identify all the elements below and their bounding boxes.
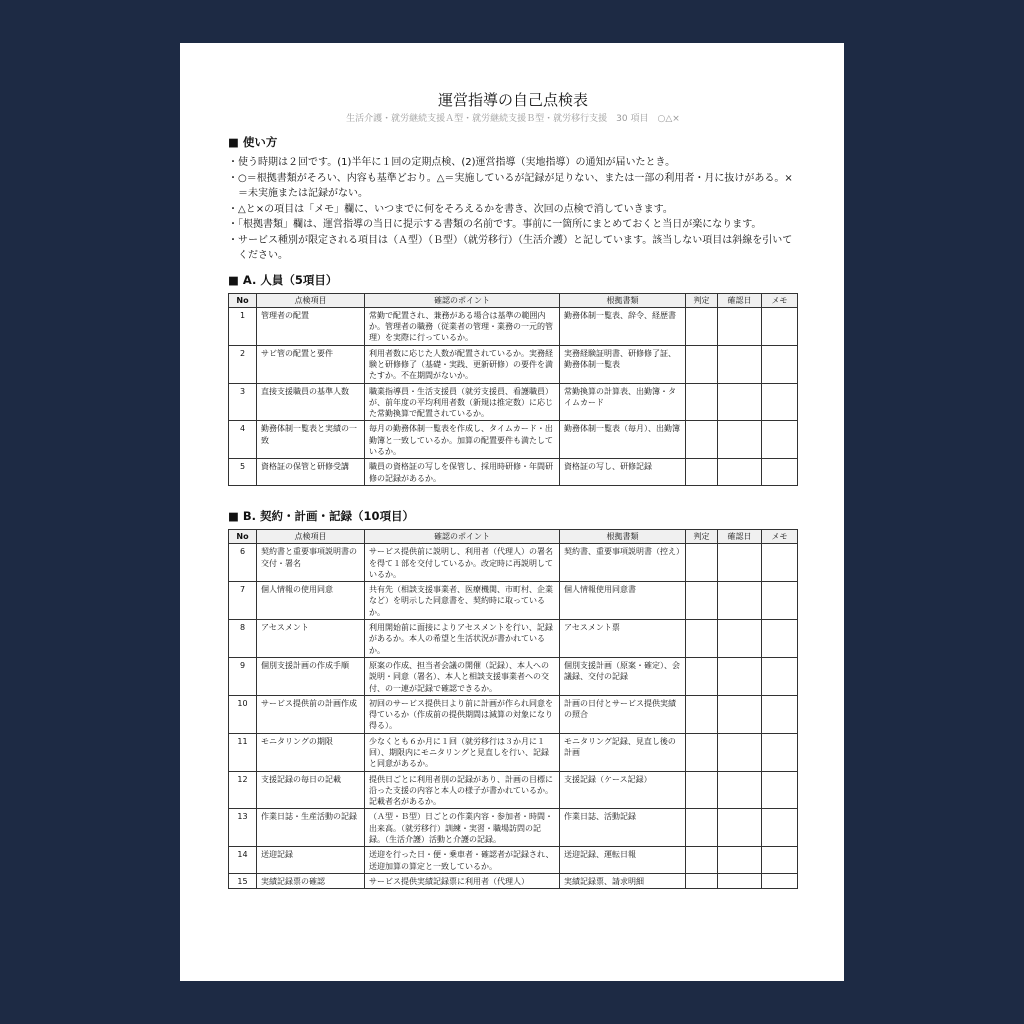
square-bullet-icon: ■	[228, 135, 239, 149]
table-header-row	[229, 529, 798, 543]
row-memo-cell[interactable]	[762, 873, 798, 888]
row-no: 8	[229, 620, 257, 658]
table-row	[229, 421, 798, 459]
row-item: 個別支援計画の作成手順	[257, 657, 365, 695]
section-a-table	[228, 293, 798, 486]
table-row	[229, 771, 798, 809]
square-bullet-icon: ■	[228, 272, 239, 287]
row-point: 職員の資格証の写しを保管し、採用時研修・年間研修の記録があるか。	[365, 459, 560, 486]
row-judgement-cell[interactable]	[686, 809, 718, 847]
table-row	[229, 620, 798, 658]
col-header-point: 確認のポイント	[365, 529, 560, 543]
row-docs: 作業日誌、活動記録	[560, 809, 686, 847]
row-item: 管理者の配置	[257, 307, 365, 345]
row-memo-cell[interactable]	[762, 421, 798, 459]
row-docs: 実績記録票、請求明細	[560, 873, 686, 888]
row-date-cell[interactable]	[718, 873, 762, 888]
row-no: 15	[229, 873, 257, 888]
col-header-judgement: 判定	[686, 529, 718, 543]
row-judgement-cell[interactable]	[686, 421, 718, 459]
row-docs: 勤務体制一覧表（毎月）、出勤簿	[560, 421, 686, 459]
table-row	[229, 733, 798, 771]
row-memo-cell[interactable]	[762, 809, 798, 847]
row-no: 14	[229, 847, 257, 874]
table-header-row	[229, 293, 798, 307]
row-judgement-cell[interactable]	[686, 307, 718, 345]
row-no: 13	[229, 809, 257, 847]
col-header-memo: メモ	[762, 529, 798, 543]
row-point: 共有先（相談支援事業者、医療機関、市町村、企業など）を明示した同意書を、契約時に取っているか。	[365, 582, 560, 620]
row-judgement-cell[interactable]	[686, 383, 718, 421]
section-b-name: 契約・計画・記録（	[260, 508, 364, 523]
row-no: 4	[229, 421, 257, 459]
section-b-body	[229, 544, 798, 889]
row-memo-cell[interactable]	[762, 582, 798, 620]
row-judgement-cell[interactable]	[686, 657, 718, 695]
col-header-no: No	[229, 529, 257, 543]
row-docs: 契約書、重要事項説明書（控え）	[560, 544, 686, 582]
section-a-body	[229, 307, 798, 485]
row-date-cell[interactable]	[718, 345, 762, 383]
document-page	[180, 43, 844, 981]
usage-list	[228, 155, 798, 264]
row-memo-cell[interactable]	[762, 657, 798, 695]
row-point: 利用開始前に面接によりアセスメントを行い、記録があるか。本人の希望と生活状況が書かれているか。	[365, 620, 560, 658]
row-point: サービス提供前に説明し、利用者（代理人）の署名を得て１部を交付しているか。改定時に再説明しているか。	[365, 544, 560, 582]
row-point: 利用者数に応じた人数が配置されているか。実務経験と研修修了（基礎・実践、更新研修）の要件を満たすか。不在期間がないか。	[365, 345, 560, 383]
table-row	[229, 582, 798, 620]
row-memo-cell[interactable]	[762, 620, 798, 658]
row-memo-cell[interactable]	[762, 383, 798, 421]
row-no: 12	[229, 771, 257, 809]
row-docs: アセスメント票	[560, 620, 686, 658]
row-date-cell[interactable]	[718, 695, 762, 733]
row-item: 契約書と重要事項説明書の交付・署名	[257, 544, 365, 582]
section-a-count: 5	[294, 272, 303, 287]
usage-heading-label: 使い方	[242, 135, 278, 149]
section-a-name: 人員（	[260, 272, 295, 287]
row-memo-cell[interactable]	[762, 771, 798, 809]
row-no: 5	[229, 459, 257, 486]
row-date-cell[interactable]	[718, 809, 762, 847]
col-header-item: 点検項目	[257, 293, 365, 307]
row-item: アセスメント	[257, 620, 365, 658]
page-subtitle: 生活介護・就労継続支援Ａ型・就労継続支援Ｂ型・就労移行支援 30 項目 ○△×	[346, 114, 680, 124]
usage-item: ・○＝根拠書類がそろい、内容も基準どおり。△＝実施しているが記録が足りない、または一部の利用者・月に抜けがある。×＝未実施または記録がない。	[228, 172, 793, 199]
row-item: 個人情報の使用同意	[257, 582, 365, 620]
row-judgement-cell[interactable]	[686, 695, 718, 733]
row-memo-cell[interactable]	[762, 695, 798, 733]
row-point: （Ａ型・Ｂ型）日ごとの作業内容・参加者・時間・出来高。（就労移行）訓練・実習・職場訪問の記録。（生活介護）活動と介護の記録。	[365, 809, 560, 847]
row-memo-cell[interactable]	[762, 459, 798, 486]
row-date-cell[interactable]	[718, 421, 762, 459]
square-bullet-icon: ■	[228, 508, 239, 523]
section-b-suffix: 項目）	[379, 508, 415, 523]
usage-item: ・△と×の項目は「メモ」欄に、いつまでに何をそろえるかを書き、次回の点検で消していきます。	[228, 203, 673, 215]
row-memo-cell[interactable]	[762, 307, 798, 345]
row-no: 3	[229, 383, 257, 421]
row-date-cell[interactable]	[718, 733, 762, 771]
row-no: 9	[229, 657, 257, 695]
table-row	[229, 657, 798, 695]
table-row	[229, 383, 798, 421]
row-item: 勤務体制一覧表と実績の一致	[257, 421, 365, 459]
row-judgement-cell[interactable]	[686, 847, 718, 874]
row-judgement-cell[interactable]	[686, 620, 718, 658]
row-docs: 個別支援計画（原案・確定）、会議録、交付の記録	[560, 657, 686, 695]
row-date-cell[interactable]	[718, 771, 762, 809]
row-no: 11	[229, 733, 257, 771]
usage-heading	[228, 134, 798, 150]
section-b-count: 10	[363, 508, 380, 523]
col-header-item: 点検項目	[257, 529, 365, 543]
row-judgement-cell[interactable]	[686, 771, 718, 809]
row-memo-cell[interactable]	[762, 847, 798, 874]
row-item: 送迎記録	[257, 847, 365, 874]
row-point: サービス提供実績記録票に利用者（代理人）	[365, 873, 560, 888]
section-a-label: A.	[242, 272, 257, 287]
row-point: 職業指導員・生活支援員（就労支援員、看護職員）が、前年度の平均利用者数（新規は推定数）に応じた常勤換算で配置されているか。	[365, 383, 560, 421]
row-memo-cell[interactable]	[762, 544, 798, 582]
row-no: 2	[229, 345, 257, 383]
table-row	[229, 544, 798, 582]
section-a-heading	[228, 272, 798, 288]
col-header-memo: メモ	[762, 293, 798, 307]
row-point: 初回のサービス提供日より前に計画が作られ同意を得ているか（作成前の提供期間は減算の対象になり得る）。	[365, 695, 560, 733]
row-date-cell[interactable]	[718, 383, 762, 421]
table-row	[229, 873, 798, 888]
row-item: 支援記録の毎日の記載	[257, 771, 365, 809]
row-point: 原案の作成、担当者会議の開催（記録）、本人への説明・同意（署名）、本人と相談支援事業者への交付、の一連が記録で確認できるか。	[365, 657, 560, 695]
row-no: 1	[229, 307, 257, 345]
row-item: サービス提供前の計画作成	[257, 695, 365, 733]
row-point: 毎月の勤務体制一覧表を作成し、タイムカード・出勤簿と一致しているか。加算の配置要件も満たしているか。	[365, 421, 560, 459]
row-point: 常勤で配置され、兼務がある場合は基準の範囲内か。管理者の職務（従業者の管理・業務の一元的管理）を実際に行っているか。	[365, 307, 560, 345]
row-item: サビ管の配置と要件	[257, 345, 365, 383]
row-docs: 支援記録（ケース記録）	[560, 771, 686, 809]
row-docs: 実務経験証明書、研修修了証、勤務体制一覧表	[560, 345, 686, 383]
section-b-heading	[228, 508, 798, 524]
row-memo-cell[interactable]	[762, 345, 798, 383]
row-date-cell[interactable]	[718, 620, 762, 658]
table-row	[229, 809, 798, 847]
col-header-judgement: 判定	[686, 293, 718, 307]
section-b-label: B.	[242, 508, 257, 523]
table-row	[229, 307, 798, 345]
row-docs: 個人情報使用同意書	[560, 582, 686, 620]
col-header-date: 確認日	[718, 529, 762, 543]
row-item: 実績記録票の確認	[257, 873, 365, 888]
usage-item: ・使う時期は２回です。(1)半年に１回の定期点検、(2)運営指導（実地指導）の通知が届いたとき。	[228, 157, 676, 168]
row-date-cell[interactable]	[718, 544, 762, 582]
row-judgement-cell[interactable]	[686, 459, 718, 486]
row-judgement-cell[interactable]	[686, 582, 718, 620]
row-docs: 送迎記録、運転日報	[560, 847, 686, 874]
row-date-cell[interactable]	[718, 582, 762, 620]
row-date-cell[interactable]	[718, 307, 762, 345]
usage-item: ・サービス種別が限定される項目は（Ａ型）（Ｂ型）（就労移行）（生活介護）と記しています。該当しない項目は斜線を引いてください。	[228, 234, 793, 261]
row-docs: 勤務体制一覧表、辞令、経歴書	[560, 307, 686, 345]
row-item: モニタリングの期限	[257, 733, 365, 771]
col-header-point: 確認のポイント	[365, 293, 560, 307]
row-judgement-cell[interactable]	[686, 873, 718, 888]
row-docs: 常勤換算の計算表、出勤簿・タイムカード	[560, 383, 686, 421]
row-point: 少なくとも６か月に１回（就労移行は３か月に１回）、期限内にモニタリングと見直しを行い、記録と同意があるか。	[365, 733, 560, 771]
col-header-date: 確認日	[718, 293, 762, 307]
table-row	[229, 695, 798, 733]
usage-item: ・「根拠書類」欄は、運営指導の当日に提示する書類の名前です。事前に一箇所にまとめておくと当日が楽になります。	[228, 219, 762, 230]
row-point: 提供日ごとに利用者別の記録があり、計画の目標に沿った支援の内容と本人の様子が書かれているか。記載者名があるか。	[365, 771, 560, 809]
row-no: 10	[229, 695, 257, 733]
section-b-table	[228, 529, 798, 889]
row-docs: 資格証の写し、研修記録	[560, 459, 686, 486]
page-title: 運営指導の自己点検表	[437, 91, 588, 109]
section-a-suffix: 項目）	[302, 272, 338, 287]
row-docs: モニタリング記録、見直し後の計画	[560, 733, 686, 771]
table-row	[229, 459, 798, 486]
row-no: 7	[229, 582, 257, 620]
col-header-docs: 根拠書類	[560, 529, 686, 543]
row-docs: 計画の日付とサービス提供実績の照合	[560, 695, 686, 733]
row-date-cell[interactable]	[718, 657, 762, 695]
row-judgement-cell[interactable]	[686, 345, 718, 383]
row-judgement-cell[interactable]	[686, 733, 718, 771]
row-memo-cell[interactable]	[762, 733, 798, 771]
row-item: 直接支援職員の基準人数	[257, 383, 365, 421]
row-date-cell[interactable]	[718, 847, 762, 874]
row-date-cell[interactable]	[718, 459, 762, 486]
row-no: 6	[229, 544, 257, 582]
table-row	[229, 847, 798, 874]
row-point: 送迎を行った日・便・乗車者・確認者が記録され、送迎加算の算定と一致しているか。	[365, 847, 560, 874]
row-item: 資格証の保管と研修受講	[257, 459, 365, 486]
col-header-no: No	[229, 293, 257, 307]
col-header-docs: 根拠書類	[560, 293, 686, 307]
table-row	[229, 345, 798, 383]
row-judgement-cell[interactable]	[686, 544, 718, 582]
row-item: 作業日誌・生産活動の記録	[257, 809, 365, 847]
